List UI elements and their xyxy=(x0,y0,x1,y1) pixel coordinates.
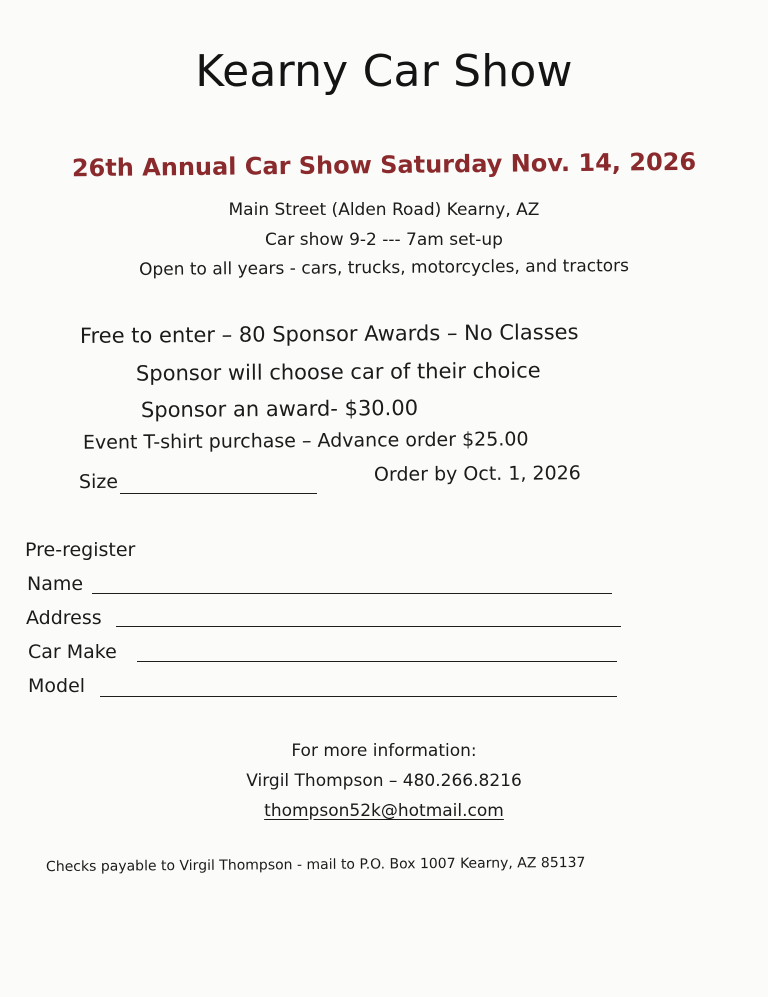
size-label: Size xyxy=(78,470,119,494)
event-hours: Car show 9-2 --- 7am set-up xyxy=(265,230,503,250)
event-location: Main Street (Alden Road) Kearny, AZ xyxy=(228,200,540,220)
contact-person: Virgil Thompson – 480.266.8216 xyxy=(246,771,522,791)
checks-payable: Checks payable to Virgil Thompson - mail to P.O. Box 1007 Kearny, AZ 85137 xyxy=(45,854,586,876)
car-make-field[interactable] xyxy=(137,661,617,662)
sponsor-award: Sponsor an award- $30.00 xyxy=(140,395,419,423)
model-field[interactable] xyxy=(100,696,617,697)
contact-heading: For more information: xyxy=(291,741,477,761)
size-field[interactable] xyxy=(120,493,317,494)
address-label: Address xyxy=(26,607,102,629)
sponsor-choice: Sponsor will choose car of their choice xyxy=(135,358,541,386)
flyer-title: Kearny Car Show xyxy=(195,46,573,97)
preregister-heading: Pre-register xyxy=(25,539,136,561)
contact-email-link[interactable]: thompson52k@hotmail.com xyxy=(264,801,504,821)
order-deadline: Order by Oct. 1, 2026 xyxy=(373,462,581,486)
name-field[interactable] xyxy=(92,593,612,594)
tshirt-order: Event T-shirt purchase – Advance order $25.00 xyxy=(82,428,529,454)
address-field[interactable] xyxy=(116,626,621,627)
car-make-label: Car Make xyxy=(28,641,117,663)
event-subtitle: 26th Annual Car Show Saturday Nov. 14, 2026 xyxy=(71,147,697,183)
model-label: Model xyxy=(28,675,86,697)
entry-info: Free to enter – 80 Sponsor Awards – No Classes xyxy=(79,320,579,348)
event-eligibility: Open to all years - cars, trucks, motorcycles, and tractors xyxy=(138,256,630,280)
name-label: Name xyxy=(27,573,84,595)
